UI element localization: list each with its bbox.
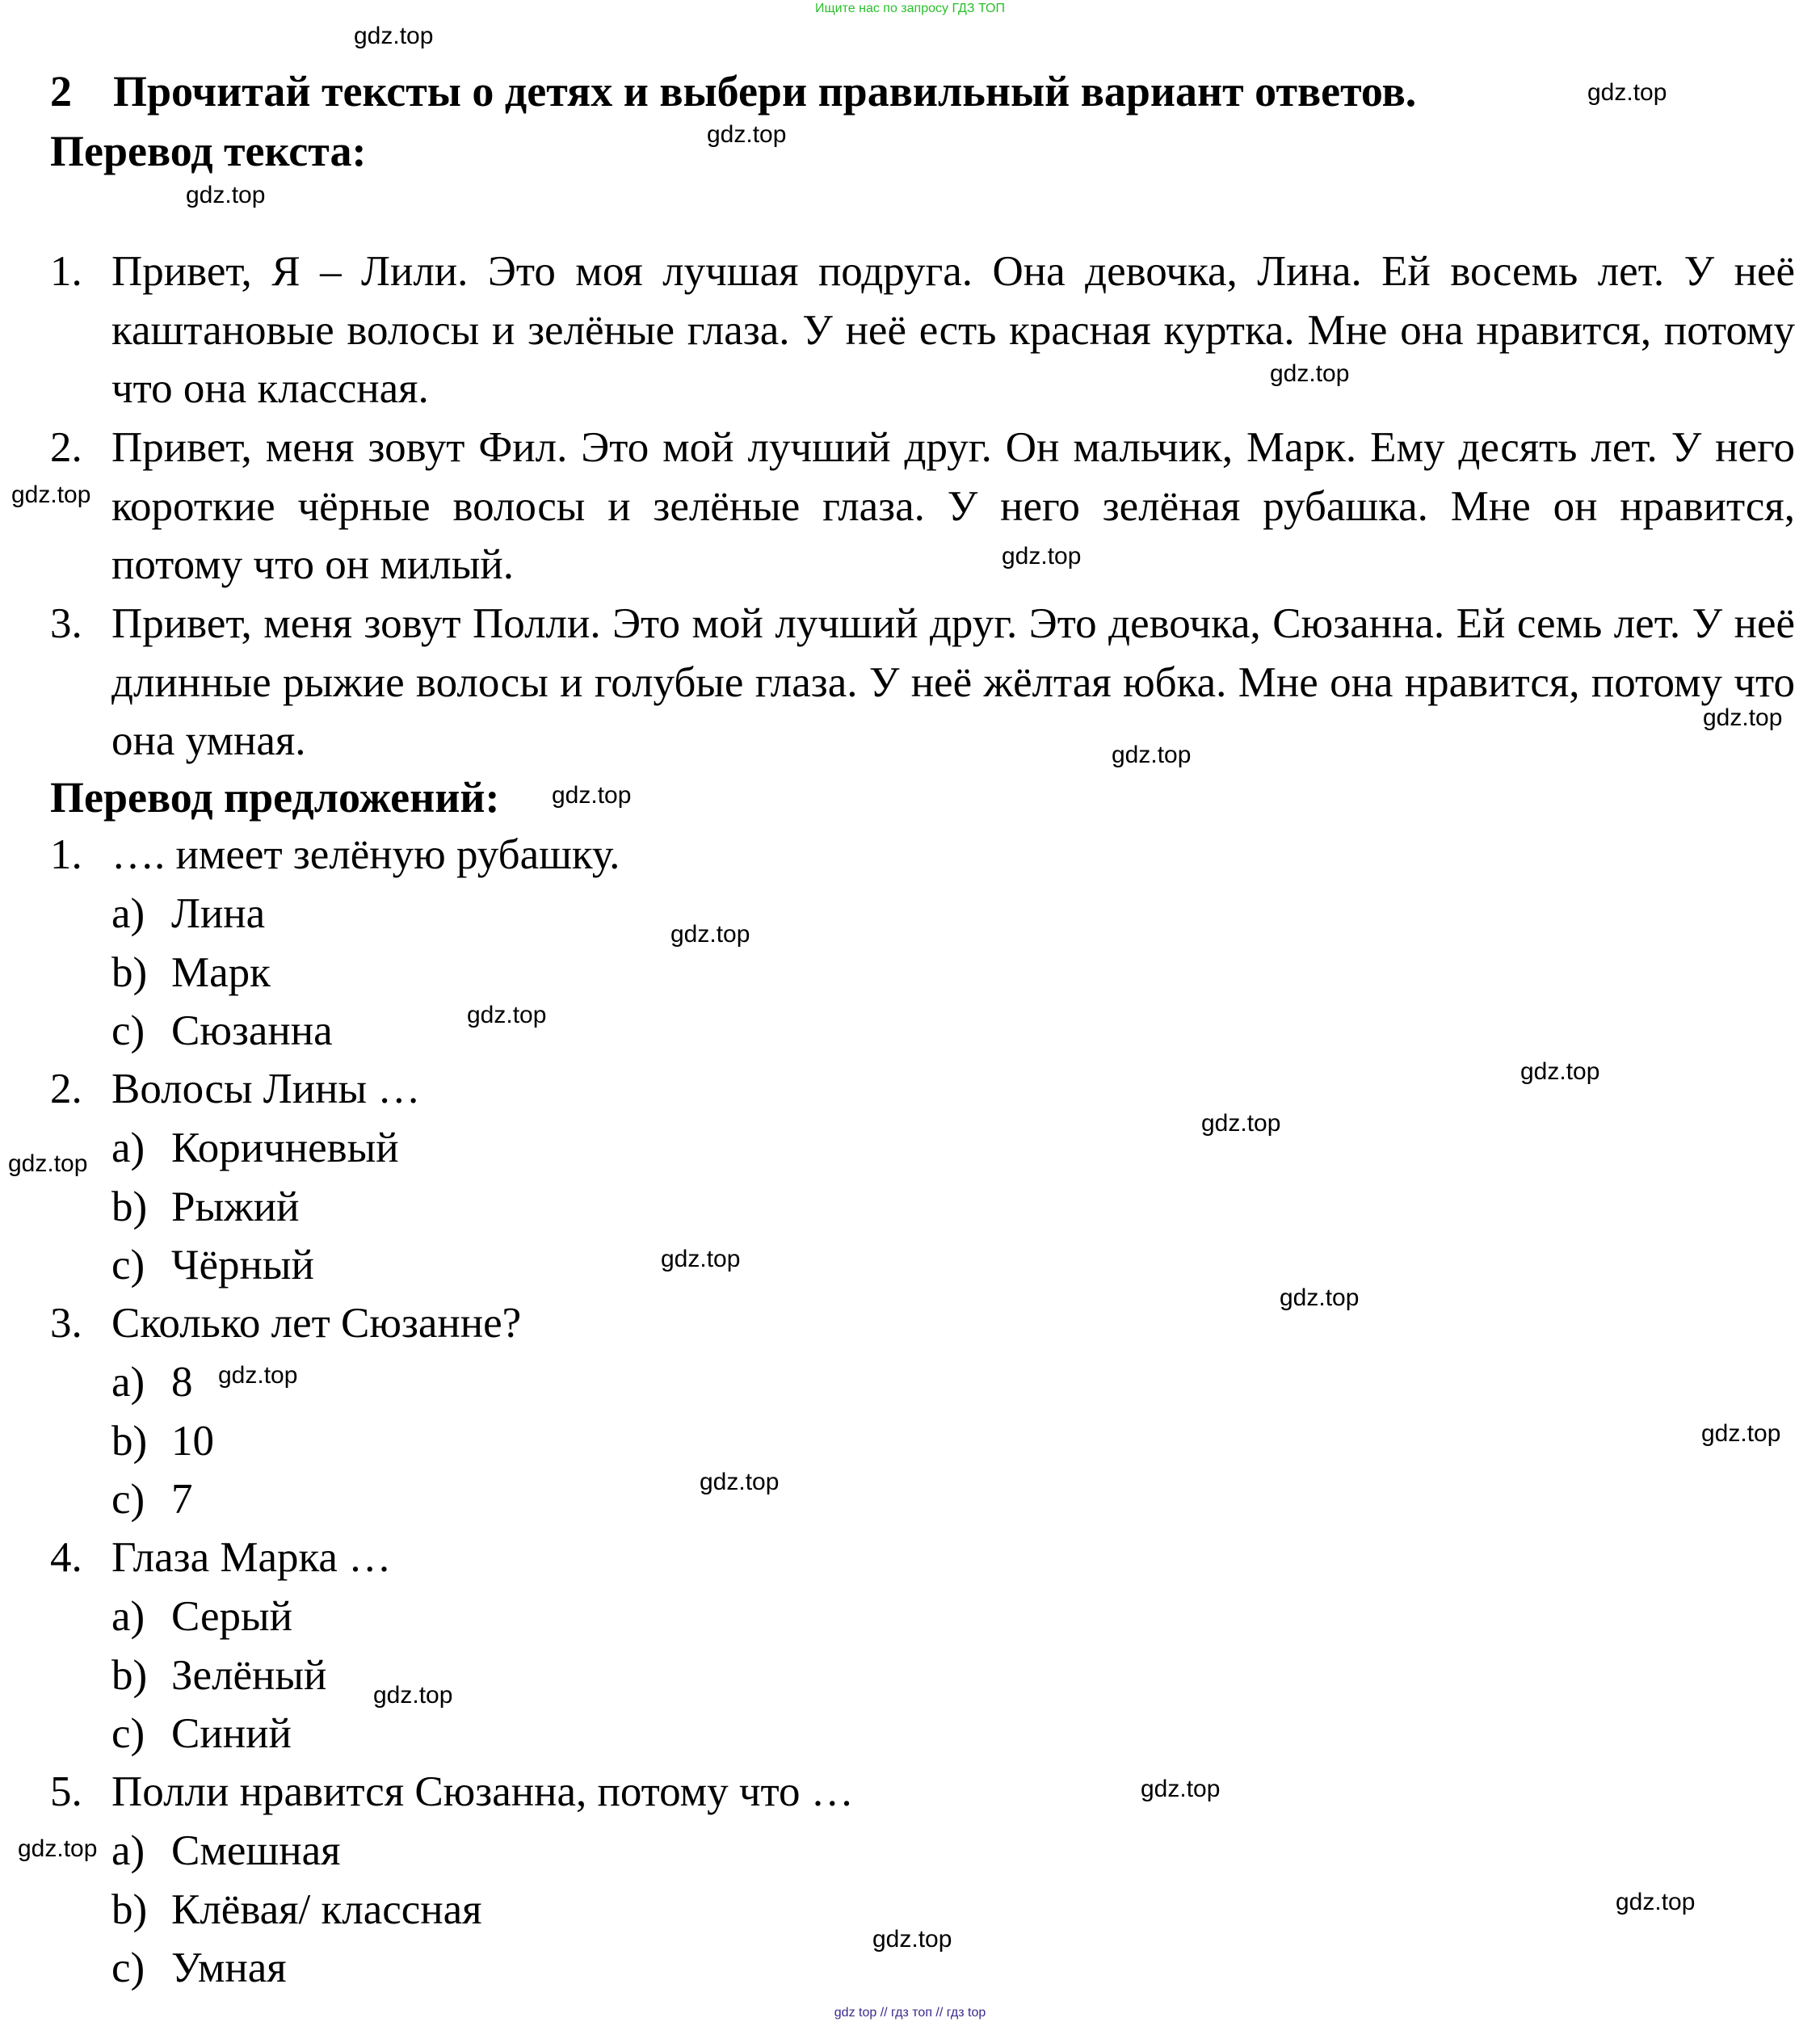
option-letter: b): [111, 1183, 148, 1230]
option-text: Лина: [171, 890, 266, 937]
watermark: gdz.top: [1520, 1058, 1600, 1085]
watermark: gdz.top: [8, 1150, 88, 1177]
watermark: gdz.top: [373, 1682, 453, 1709]
paragraph-number: 3.: [50, 600, 82, 647]
option-letter: c): [111, 1242, 145, 1288]
option-letter: a): [111, 1359, 145, 1406]
option-letter: a): [111, 1593, 145, 1640]
question-text: Глаза Марка …: [111, 1534, 392, 1581]
option-letter: a): [111, 1827, 145, 1874]
watermark: gdz.top: [1141, 1776, 1221, 1802]
question-number: 4.: [50, 1534, 82, 1581]
watermark: gdz.top: [18, 1835, 98, 1862]
watermark: gdz.top: [1201, 1110, 1281, 1137]
watermark: gdz.top: [700, 1469, 780, 1495]
paragraph: [50, 418, 1795, 595]
watermark: gdz.top: [670, 921, 750, 948]
question-text: …. имеет зелёную рубашку.: [111, 831, 620, 878]
paragraph-number: 1.: [50, 248, 82, 295]
section-sentences-title: Перевод предложений:: [50, 773, 500, 822]
option-text: Рыжий: [171, 1183, 300, 1230]
option-letter: a): [111, 1125, 145, 1171]
question-text: Полли нравится Сюзанна, потому что …: [111, 1768, 854, 1815]
question-number: 5.: [50, 1768, 82, 1815]
watermark: gdz.top: [218, 1362, 298, 1389]
watermark: gdz.top: [707, 121, 787, 148]
option-text: 8: [171, 1359, 193, 1406]
watermark: gdz.top: [1270, 360, 1350, 387]
option-text: 7: [171, 1476, 193, 1523]
paragraph: [50, 595, 1795, 771]
paragraph: [50, 242, 1795, 418]
option-letter: c): [111, 1476, 145, 1523]
watermark: gdz.top: [1587, 79, 1667, 106]
watermark: gdz.top: [661, 1246, 741, 1272]
question-number: 3.: [50, 1300, 82, 1347]
option-text: Клёвая/ классная: [171, 1886, 482, 1933]
paragraph-text: Привет, Я – Лили. Это моя лучшая подруга. Она девочка, Лина. Ей восемь лет. У неё каштановые волосы и зелёные глаза. У неё есть красная куртка. Мне она нравится, потому что она классная.: [111, 248, 1795, 412]
option-text: Синий: [171, 1710, 292, 1757]
option-text: Зелёный: [171, 1652, 327, 1699]
bottom-banner: gdz top // гдз топ // гдз top: [834, 2006, 986, 2020]
option-letter: c): [111, 1944, 145, 1991]
option-letter: c): [111, 1007, 145, 1054]
top-banner: Ищите нас по запросу ГДЗ ТОП: [815, 2, 1005, 15]
watermark: gdz.top: [1112, 742, 1192, 768]
watermark: gdz.top: [1703, 704, 1783, 731]
option-text: 10: [171, 1418, 214, 1465]
task-title: Прочитай тексты о детях и выбери правильный вариант ответов.: [113, 67, 1417, 116]
option-letter: b): [111, 1652, 148, 1699]
question-number: 1.: [50, 831, 82, 878]
paragraph-number: 2.: [50, 424, 82, 471]
option-text: Серый: [171, 1593, 292, 1640]
watermark: gdz.top: [1002, 543, 1082, 570]
paragraph-text: Привет, меня зовут Фил. Это мой лучший друг. Он мальчик, Марк. Ему десять лет. У него короткие чёрные волосы и зелёные глаза. У него зелёная рубашка. Мне он нравится, потому что он милый.: [111, 424, 1795, 588]
watermark: gdz.top: [1616, 1889, 1696, 1915]
option-text: Сюзанна: [171, 1007, 333, 1054]
option-text: Чёрный: [171, 1242, 314, 1288]
watermark: gdz.top: [11, 481, 91, 508]
option-text: Коричневый: [171, 1125, 399, 1171]
question-text: Сколько лет Сюзанне?: [111, 1300, 522, 1347]
watermark: gdz.top: [1280, 1284, 1360, 1311]
option-letter: b): [111, 1886, 148, 1933]
option-letter: b): [111, 949, 148, 996]
section-text-title: Перевод текста:: [50, 127, 367, 175]
paragraph-text: Привет, меня зовут Полли. Это мой лучший друг. Это девочка, Сюзанна. Ей семь лет. У неё длинные рыжие волосы и голубые глаза. У неё жёлтая юбка. Мне она нравится, потому что она умная.: [111, 600, 1795, 764]
watermark: gdz.top: [552, 782, 632, 809]
watermark: gdz.top: [1701, 1420, 1781, 1447]
option-letter: a): [111, 890, 145, 937]
task-number: 2: [50, 67, 72, 116]
question-text: Волосы Лины …: [111, 1066, 421, 1112]
option-text: Марк: [171, 949, 271, 996]
question-number: 2.: [50, 1066, 82, 1112]
watermark: gdz.top: [467, 1002, 547, 1028]
option-letter: b): [111, 1418, 148, 1465]
option-text: Умная: [171, 1944, 287, 1991]
watermark: gdz.top: [354, 23, 434, 49]
watermark: gdz.top: [186, 182, 266, 208]
option-text: Смешная: [171, 1827, 341, 1874]
task-heading: [50, 66, 1416, 116]
option-letter: c): [111, 1710, 145, 1757]
watermark: gdz.top: [872, 1926, 952, 1953]
